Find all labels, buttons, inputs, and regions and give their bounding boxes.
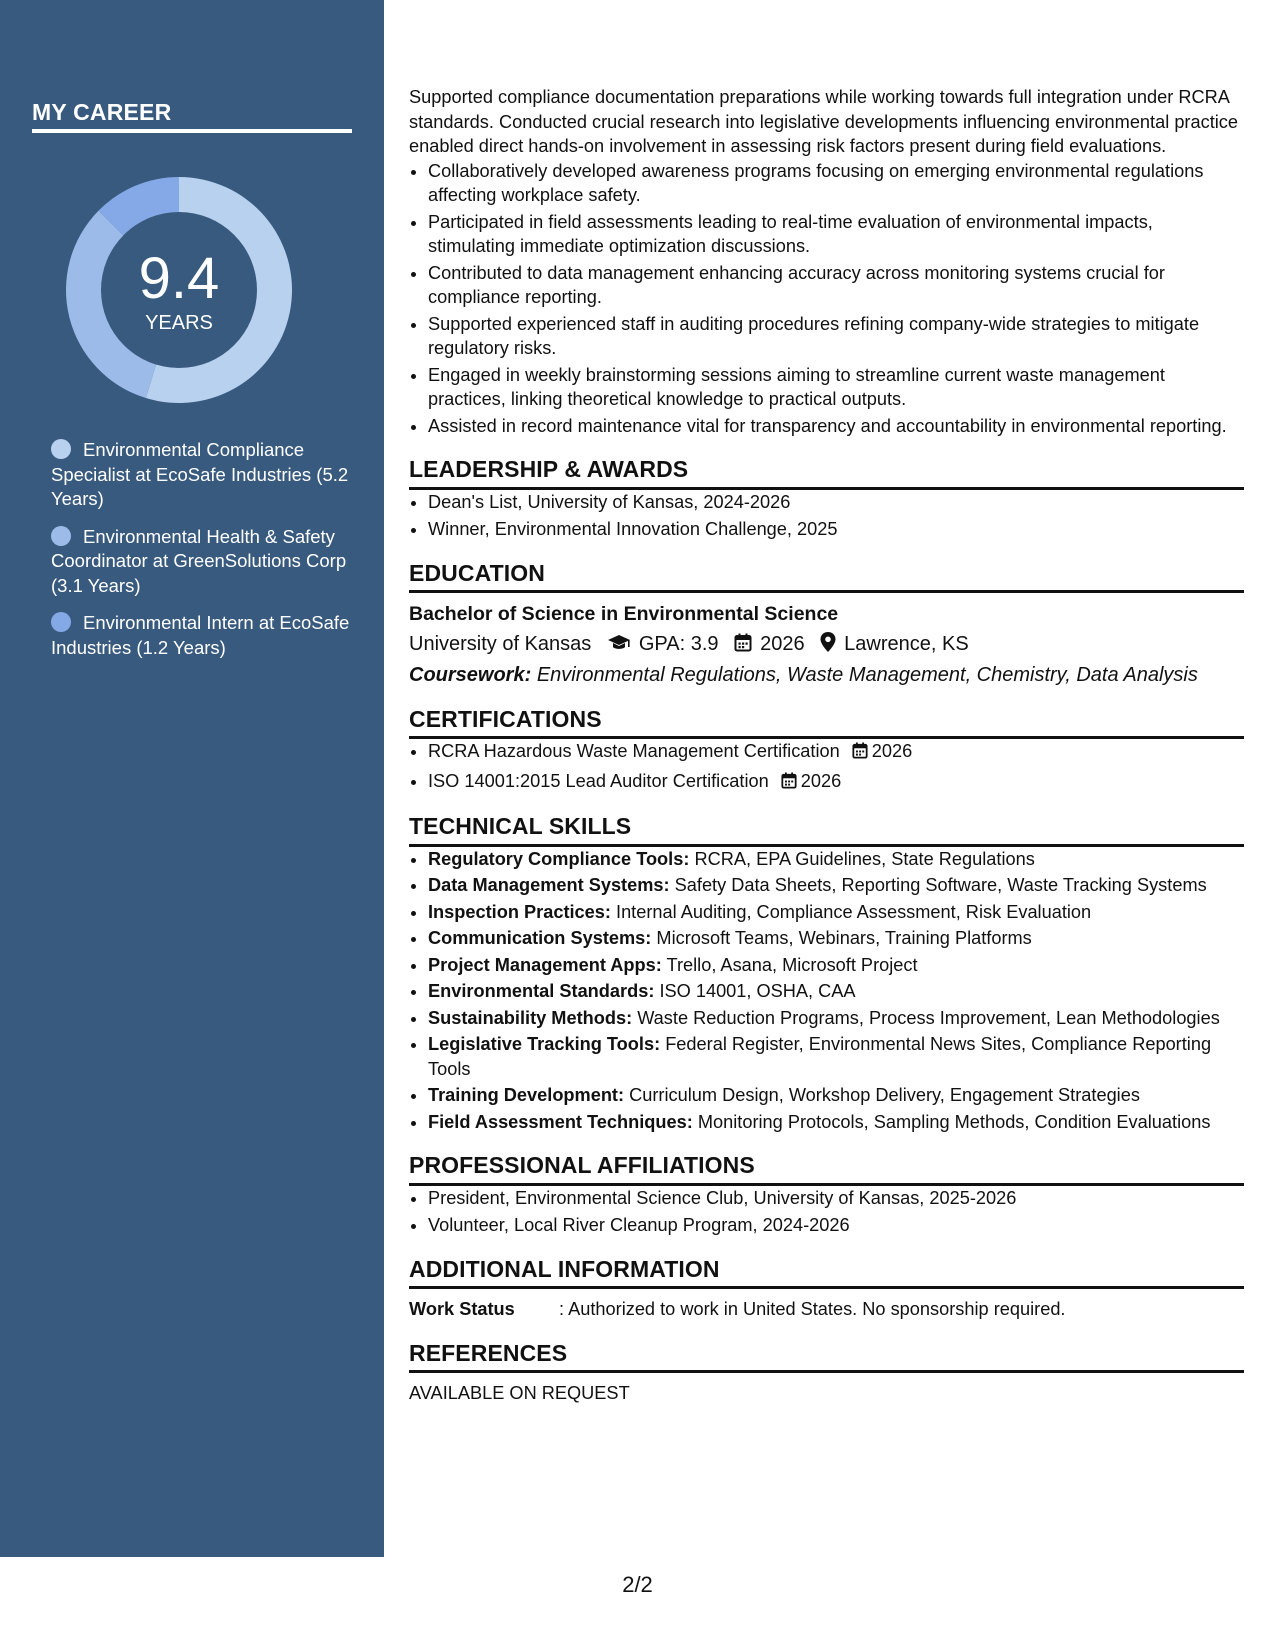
experience-bullet: • Assisted in record maintenance vital for transparency and accountability in environmental reporting.	[428, 414, 1244, 439]
coursework-list: Environmental Regulations, Waste Management, Chemistry, Data Analysis	[536, 664, 1198, 686]
graduation-cap-icon	[607, 634, 631, 659]
experience-bullet: • Contributed to data management enhancing accuracy across monitoring systems crucial for compliance reporting.	[428, 261, 1244, 310]
career-dot-icon	[51, 526, 71, 546]
total-years-value: 9.4	[138, 246, 220, 311]
career-item: Environmental Compliance Specialist at EcoSafe Industries (5.2 Years)	[51, 439, 349, 509]
experience-bullet: • Collaboratively developed awareness programs focusing on emerging environmental regulations affecting workplace safety.	[428, 159, 1244, 208]
certifications-list	[409, 739, 1244, 795]
leadership-item: • Winner, Environmental Innovation Challenge, 2025	[428, 517, 1244, 542]
skill-item: • Environmental Standards: ISO 14001, OSHA, CAA	[428, 979, 1244, 1004]
affiliations-list	[409, 1186, 1244, 1238]
skill-item: • Inspection Practices: Internal Auditing, Compliance Assessment, Risk Evaluation	[428, 900, 1244, 925]
additional-info-heading: ADDITIONAL INFORMATION	[409, 1257, 1244, 1290]
leadership-list	[409, 490, 1244, 542]
coursework-label: Coursework:	[409, 664, 532, 686]
certifications-heading: CERTIFICATIONS	[409, 707, 1244, 740]
work-status-row	[409, 1297, 1244, 1322]
experience-intro: Supported compliance documentation preparations while working towards full integration under RCRA standards. Conducted crucial research into legislative developments influencing environmental practice enabled direct hands-on involvement in assessing risk factors present during field evaluations.	[409, 87, 1238, 156]
experience-bullet: • Participated in field assessments leading to real-time evaluation of environmental impacts, stimulating immediate optimization discussions.	[428, 210, 1244, 259]
sidebar	[0, 0, 384, 1557]
calendar-icon	[781, 771, 797, 796]
certification-item: • ISO 14001:2015 Lead Auditor Certification 2026	[428, 769, 1244, 796]
years-label: YEARS	[145, 312, 213, 334]
skill-item: • Legislative Tracking Tools: Federal Register, Environmental News Sites, Compliance Reporting Tools	[428, 1032, 1244, 1081]
skills-list	[409, 847, 1244, 1135]
experience-bullet: • Supported experienced staff in auditing procedures refining company-wide strategies to mitigate regulatory risks.	[428, 312, 1244, 361]
coursework-line	[409, 663, 1244, 688]
degree-title: Bachelor of Science in Environmental Science	[409, 603, 839, 625]
skill-item: • Project Management Apps: Trello, Asana, Microsoft Project	[428, 953, 1244, 978]
leadership-item: • Dean's List, University of Kansas, 2024-2026	[428, 490, 1244, 515]
career-dot-icon	[51, 439, 71, 459]
calendar-icon	[852, 741, 868, 766]
certification-item: • RCRA Hazardous Waste Management Certification 2026	[428, 739, 1244, 766]
work-status-value: : Authorized to work in United States. No sponsorship required.	[559, 1299, 1066, 1319]
skill-item: • Sustainability Methods: Waste Reduction Programs, Process Improvement, Lean Methodologies	[428, 1006, 1244, 1031]
skills-heading: TECHNICAL SKILLS	[409, 814, 1244, 847]
education-heading: EDUCATION	[409, 561, 1244, 594]
experience-bullet: • Engaged in weekly brainstorming sessions aiming to streamline current waste management practices, linking theoretical knowledge to practical outputs.	[428, 363, 1244, 412]
career-dot-icon	[51, 612, 71, 632]
career-donut-chart	[66, 177, 292, 403]
references-heading: REFERENCES	[409, 1341, 1244, 1374]
gpa: GPA: 3.9	[638, 632, 719, 655]
location-pin-icon	[820, 632, 836, 659]
sidebar-title-rule	[32, 129, 352, 133]
graduation-year: 2026	[760, 632, 805, 655]
career-item: Environmental Health & Safety Coordinator at GreenSolutions Corp (3.1 Years)	[51, 525, 347, 596]
skill-item: • Regulatory Compliance Tools: RCRA, EPA Guidelines, State Regulations	[428, 847, 1244, 872]
career-list	[51, 438, 351, 673]
affiliation-item: • Volunteer, Local River Cleanup Program, 2024-2026	[428, 1213, 1244, 1238]
main-content	[409, 85, 1244, 1406]
page-number: 2/2	[622, 1572, 653, 1597]
location: Lawrence, KS	[844, 632, 969, 655]
career-item: Environmental Intern at EcoSafe Industries (1.2 Years)	[51, 612, 350, 658]
sidebar-title: MY CAREER	[32, 99, 172, 125]
skill-item: • Communication Systems: Microsoft Teams, Webinars, Training Platforms	[428, 926, 1244, 951]
calendar-icon	[734, 633, 752, 659]
work-status-label: Work Status	[409, 1299, 515, 1319]
school-name: University of Kansas	[409, 632, 592, 655]
affiliation-item: • President, Environmental Science Club, University of Kansas, 2025-2026	[428, 1186, 1244, 1211]
references-text: AVAILABLE ON REQUEST	[409, 1383, 630, 1403]
skill-item: • Data Management Systems: Safety Data Sheets, Reporting Software, Waste Tracking Systems	[428, 873, 1244, 898]
skill-item: • Field Assessment Techniques: Monitoring Protocols, Sampling Methods, Condition Evaluations	[428, 1110, 1244, 1135]
leadership-heading: LEADERSHIP & AWARDS	[409, 457, 1244, 490]
affiliations-heading: PROFESSIONAL AFFILIATIONS	[409, 1153, 1244, 1186]
education-details	[409, 632, 1244, 659]
experience-bullets	[409, 159, 1244, 439]
skill-item: • Training Development: Curriculum Design, Workshop Delivery, Engagement Strategies	[428, 1083, 1244, 1108]
